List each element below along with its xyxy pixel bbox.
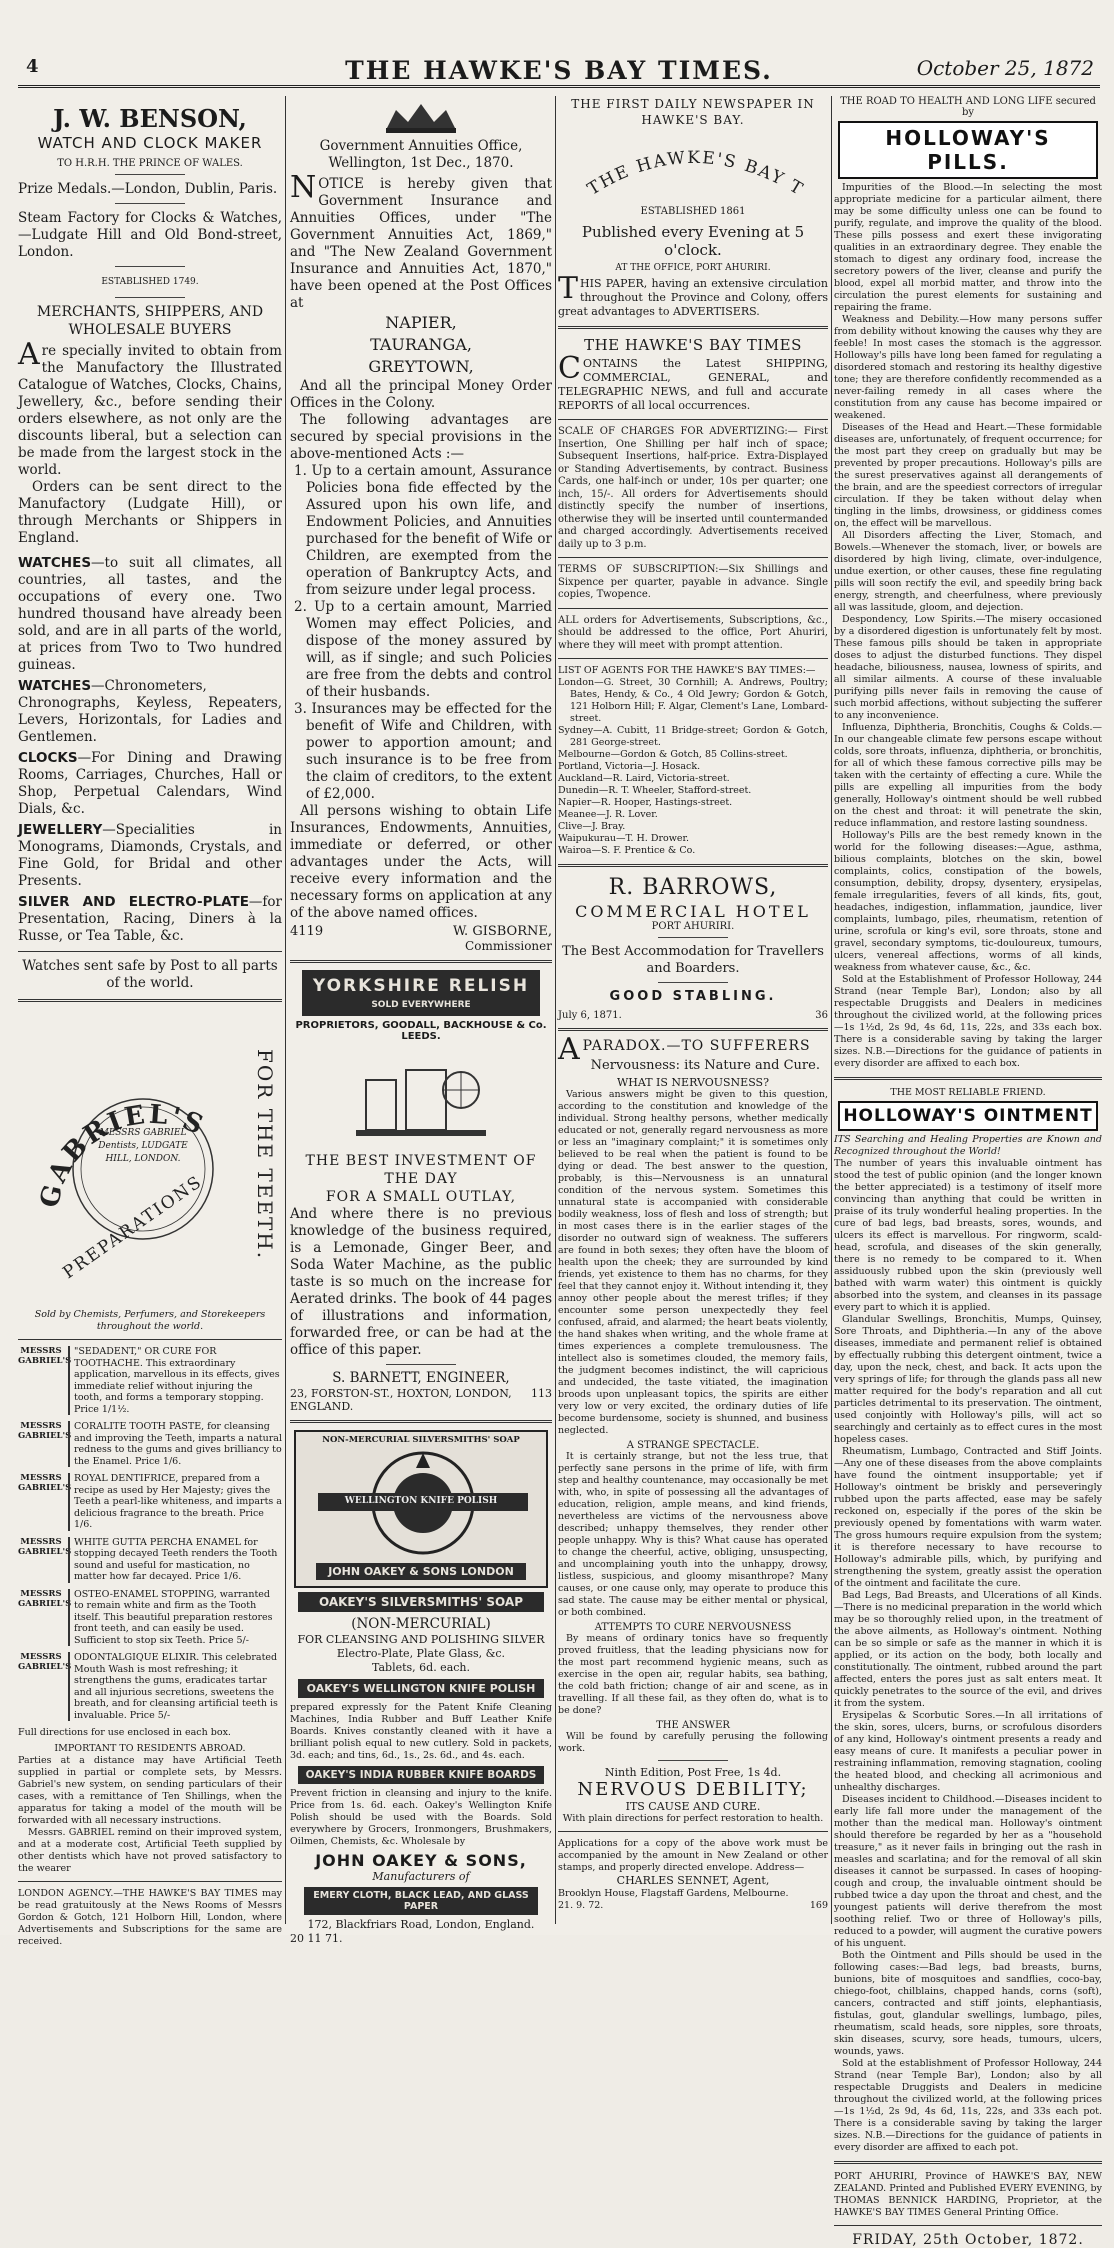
soap-wellington: WELLINGTON KNIFE POLISH [344,1496,498,1506]
watches-text: —to suit all climates, all countries, all tastes, and the occupations of every one. Two hundred thousand have already been sold, and are in all parts of the world, at prices from Two to Two hundred guineas. [18,555,282,673]
sennet-address: Brooklyn House, Flagstaff Gardens, Melbourne. [558,1888,789,1899]
july-number: 36 [815,1010,828,1021]
knife-text: prepared expressly for the Patent Knife Cleaning Machines, India Rubber and Buff Leather Knife Boards. Knives constantly cleaned with it have a brilliant polish equal to new cutlery. Sold in packets, 3d. each; and tins, 6d., 1s., 2s. 6d., and 4s. each. [290,1702,552,1761]
gab-item: "SEDADENT," OR CURE FOR TOOTHACHE. This extraordinary application, marvellous in its effects, gives immediate relief without injuring the tooth, and forms a temporary stopping. Price 1/1½. [68,1346,282,1415]
attempts: ATTEMPTS TO CURE NERVOUSNESS [594,1622,792,1633]
watches-label: WATCHES [18,555,92,571]
gab-item: WHITE GUTTA PERCHA ENAMEL for stopping decayed Teeth renders the Tooth sound and useful for mastication, no matter how far decayed. Price 1/6. [68,1537,282,1583]
nervous-sub: Nervousness: its Nature and Cure. [590,1058,820,1073]
jewellery-text: —Specialities in Monograms, Diamonds, Crystals, and Fine Gold, for Bridal and other Presents. [18,822,282,889]
good-stabling: GOOD STABLING. [609,989,777,1004]
best-head: THE BEST INVESTMENT OF THE DAY [305,1153,537,1187]
gabriel-arc-text: GABRIEL'S [34,1099,210,1211]
commercial-hotel: COMMERCIAL HOTEL [575,902,811,921]
ad-number: 4119 [290,924,324,939]
benson-trade: WATCH AND CLOCK MAKER [37,134,263,152]
oakey-ad-date: 20 11 71. [290,1932,343,1945]
crown-icon [376,100,466,134]
barnett-address: 23, FORSTON-ST., HOXTON, LONDON, ENGLAND. [290,1387,512,1413]
all-orders: ALL orders for Advertisements, Subscriptions, &c., should be addressed to the office, Port Ahuriri, where they will meet with prompt attention. [558,614,828,651]
most-reliable: THE MOST RELIABLE FRIEND. [890,1087,1046,1098]
benson-name: J. W. BENSON, [53,104,247,133]
place-greytown: GREYTOWN, [368,357,474,376]
gabriel-sold: Sold by Chemists, Perfumers, and Storekeepers throughout the world. [34,1309,266,1332]
divider [115,297,185,298]
list-item: Melbourne—Gordon & Gotch, 85 Collins-street. [558,749,788,760]
column-rule [555,96,556,1924]
important-head: IMPORTANT TO RESIDENTS ABROAD. [54,1743,246,1754]
attempts-text: By means of ordinary tonics have so frequently proved fruitless, that the leading physicians now for the most part recommend hygienic means, such as exercise in the open air, regular habits, sea bathing, the cold bath friction; change of air and scene, as in travelling. If all these fail, as they often do, what is to be done? [558,1633,828,1716]
list-item [18,1652,282,1721]
apply-text: Applications for a copy of the above work must be accompanied by the amount in New Zealand or other stamps, and properly directed envelope. Address— [558,1838,828,1873]
times-office: AT THE OFFICE, PORT AHURIRI. [615,263,771,273]
merchants-text: Are specially invited to obtain from the Manufactory the Illustrated Catalogue of Watches, Clocks, Chains, Jewellery, &c., before sending their orders elsewhere, as not only are the discounts liberal, but a selection can be made from the largest stock in the world. [18,337,282,478]
column-rule [831,96,832,1924]
york-sold: SOLD EVERYWHERE [371,1000,471,1010]
list-item: Wairoa—S. F. Prentice & Co. [558,845,696,856]
column-3 [558,96,828,1924]
terms-of-subscription: TERMS OF SUBSCRIPTION:—Six Shillings and Sixpence per quarter, payable in advance. Single copies, Twopence. [558,564,828,600]
non-mercurial: (NON-MERCURIAL) [351,1616,491,1632]
erysipelas-text: Erysipelas & Scorbutic Sores.—In all irritations of the skin, sores, ulcers, burns, or scrofulous disorders of any kind, Holloway's ointment presents a ready and easy means of cure. It manifests a peculiar power in restraining inflammation, removing stagnation, cooling the heated blood, and checking all acrimonious and unhealthy discharges. [834,1710,1102,1793]
soda-machine-illustration [290,1050,552,1144]
advantage-2: 2. Up to a certain amount, Married Women may effect Policies, and dispose of the money assured by will, as if single; and such Policies are free from the debts and control of their husbands. [294,599,552,700]
page-number: 4 [26,56,39,77]
list-item: Napier—R. Hooper, Hastings-street. [558,797,733,808]
first-daily: THE FIRST DAILY NEWSPAPER IN HAWKE'S BAY. [571,97,815,127]
gab-item: ODONTALGIQUE ELIXIR. This celebrated Mouth Wash is most refreshing; it strengthens the gums, eradicates tartar and all injurious secretions, sweetens the breath, and for cleansing artificial teeth is invaluable. Price 5/- [68,1652,282,1721]
london-agency: LONDON AGENCY.—THE HAWKE'S BAY TIMES may be read gratuitously at the News Rooms of Messrs Gordon & Gotch, 121 Holborn Hill, London, where Advertisements and Subscriptions for the same are received. [18,1888,282,1947]
barnett: S. BARNETT, ENGINEER, [332,1370,510,1386]
gabriel-center-text: MESSRS GABRIEL Dentists, LUDGATE HILL, LONDON. [98,1128,188,1164]
holloways-ointment: HOLLOWAY'S OINTMENT [838,1101,1098,1131]
silver-label: SILVER AND ELECTRO-PLATE [18,894,249,910]
gabriel-products [18,1346,282,1721]
gab-margin: MESSRS GABRIEL'S [18,1346,72,1366]
weakness-text: Weakness and Debility.—How many persons suffer from debility without knowing the causes why they are feeble! In most cases the stomach is the aggressor. Holloway's pills have long been famed for regulating a disordered stomach and restoring its healthy digestive tone; they are therefore confidently recommended as a never-failing remedy in all cases where the constitution from any cause has become impaired or weakened. [834,314,1102,421]
advantages-intro: The following advantages are secured by special provisions in the above-mentioned Acts :— [290,412,552,462]
divider [386,1364,456,1365]
signature: W. GISBORNE, [452,924,552,939]
plain-directions: With plain directions for perfect restoration to health. [562,1813,824,1824]
place-tauranga: TAURANGA, [370,335,472,354]
times-arc-text: THE HAWKE'S BAY T [584,147,808,201]
john-oakey: JOHN OAKEY & SONS, [315,1851,527,1870]
gab-margin: MESSRS GABRIEL'S [18,1473,72,1493]
cause-and-cure: ITS CAUSE AND CURE. [625,1800,761,1813]
signature-title: Commissioner [465,939,552,953]
issue-date: October 25, 1872 [916,56,1094,80]
barnett-number: 113 [531,1387,552,1400]
gab-item: OSTEO-ENAMEL STOPPING, warranted to remain white and firm as the Tooth itself. This beautiful preparation restores front teeth, and can easily be used. Sufficient to stop six Teeth. Price 5/- [68,1589,282,1647]
holloways-pills: HOLLOWAY'S PILLS. [838,121,1098,179]
list-item [18,1537,282,1583]
column-2 [290,96,552,1945]
what-is: WHAT IS NERVOUSNESS? [616,1076,769,1089]
orders-text: Orders can be sent direct to the Manufactory (Ludgate Hill), or through Merchants or Shippers in England. [18,479,282,546]
list-item: Clive—J. Bray. [558,821,626,832]
list-item: Portland, Victoria—J. Hosack. [558,761,701,772]
imprint: PORT AHURIRI, Province of HAWKE'S BAY, NEW ZEALAND. Printed and Published EVERY EVENING, by THOMAS BENNICK HARDING, Proprietor, at the HAWKE'S BAY TIMES General Printing Office. [834,2171,1102,2218]
footer-date: FRIDAY, 25th October, 1872. [852,2232,1084,2248]
bad-legs-text: Bad Legs, Bad Breasts, and Ulcerations of all Kinds. —There is no medicinal preparation in the world which may be so thoroughly relied upon, in the treatment of the above ailments, as Holloway's ointment. Nothing can be so simple or safe as the manner in which it is applied, or its action on the body, both locally and constitutionally. The ointment, rubbed around the part affected, enters the pores just as salt enters meat. It quickly penetrates to the source of the evil, and drives it from the system. [834,1590,1102,1709]
divider [658,982,728,983]
benson-established: ESTABLISHED 1749. [101,277,199,287]
notice-text: NOTICE is hereby given that Government Insurance and Annuities Offices, under "The Government Annuities Act, 1869," and "The New Zealand Government Insurance and Annuities Act, 1870," have been opened at the Post Offices at [290,170,552,311]
pills-text: Impurities of the Blood.—In selecting the most appropriate medicine for a particular ailment, there may be some difficulty unless one can be found to purify, regulate, and improve the quality of the blood. These pills possess and exert these invigorating qualities in an extraordinary degree. They enable the stomach to digest any ordinary food, increase the secretory powers of the liver, cleanse and purify the blood, expel all morbid matter, and throw into the circulation the purest elements for sustaining and repairing the frame. [834,182,1102,313]
times-arc-graphic [558,128,828,206]
influenza-text: Influenza, Diphtheria, Bronchitis, Coughs & Colds.—In our changeable climate few persons escape without colds, sore throats, influenza, diphtheria, or bronchitis, for all of which these famous corrective pills may be taken with the certainty of effecting a cure. While the pills are expelling all impurities from the body generally, Holloway's ointment should be well rubbed on the chest and throat: it will penetrate the skin, reduce inflammation, and restore lasting soundness. [834,722,1102,829]
gab-margin: MESSRS GABRIEL'S [18,1588,72,1609]
watches2-label: WATCHES [18,678,92,694]
benson-to: TO H.R.H. THE PRINCE OF WALES. [57,158,243,169]
answer-text: Will be found by carefully perusing the following work. [558,1731,828,1754]
newspaper-title: THE HAWKE'S BAY TIMES. [345,56,773,85]
rheumatism-text: Rheumatism, Lumbago, Contracted and Stiff Joints. —Any one of these diseases from the above complaints have found the ointment insupportable; yet if Holloway's ointment be briskly and perseveringly rubbed upon the parts affected, ease may be safely reckoned on, especially if the pores of the skin be previously opened by fomentations with warm water. The gross humours require expulsion from the system; it is therefore necessary to have recourse to Holloway's admirable pills, which, by purifying and strengthening the system, greatly assist the operation of the ointment and facilitate the cure. [834,1446,1102,1589]
steam-factory: Steam Factory for Clocks & Watches, —Ludgate Hill and Old Bond-street, London. [18,210,282,260]
list-item [18,1473,282,1531]
accommodation: The Best Accommodation for Travellers and Boarders. [562,944,824,976]
york-label: YORKSHIRE RELISH [312,976,530,996]
emery-cloth: EMERY CLOTH, BLACK LEAD, AND GLASS PAPER [304,1887,538,1915]
gab-margin: MESSRS GABRIEL'S [18,1652,72,1672]
watches2-text: —Chronometers, Chronographs, Keyless, Repeaters, Levers, Horizontals, for Ladies and Gentlemen. [18,678,282,745]
ointment-lead: ITS Searching and Healing Properties are Known and Recognized throughout the World! [834,1134,1102,1157]
gab-margin: MESSRS GABRIEL'S [18,1536,72,1557]
divider [115,203,185,204]
contains-text: CONTAINS the Latest SHIPPING, COMMERCIAL, GENERAL, and TELEGRAPHIC NEWS, and full and accurate REPORTS of all local occurrences. [558,351,828,412]
sold-at-text: Sold at the Establishment of Professor Holloway, 244 Strand (near Temple Bar), London; also by all respectable Druggists and Dealers in medicines throughout the civilized world, at the following prices—1s 1½d, 2s 9d, 4s 6d, 11s, 22s, and 33s each box. There is a considerable saving by taking the larger sizes. N.B.—Directions for the guidance of patients in every disorder are affixed to each box. [834,974,1102,1069]
what-text: Various answers might be given to this question, according to the constitution and knowledge of the individual. Strong healthy persons, whether medically educated or not, generally regard nervousness as more or less an "imaginary complaint;" it is sometimes only believed to be real when the patient is found to be dying or dead. The best answer to the question, probably, is this—Nervousness is an unnatural condition of the nervous system. Sometimes this unnatural state is accompanied with considerable bodily weakness, loss of flesh and loss of strength; but in most cases there is in the earlier stages of the disorder no outward sign of weakness. The sufferers are found in both sexes; they often have the bloom of health upon the cheek; they are surrounded by kind friends, yet existence to them has no charms, for they feel that they cannot enjoy it. Without intending it, they annoy other people about the merest trifles; if they encounter some person unexpectedly they feel confused, afraid, and alarmed; the heart beats violently, the hand shakes when writing, and the whole frame at times experiences a complete tremulousness. The intellect also is sometimes clouded, the memory fails, the judgment becomes indistinct, the will capricious and undecided, the taste vitiated, the imagination broods upon unpleasant topics, the spirits are either very low or very excited, the ordinary duties of life become burdensome, society is shunned, and business neglected. [558,1089,829,1436]
agents-head: LIST OF AGENTS FOR THE HAWKE'S BAY TIMES:— [558,665,816,676]
both-text: Both the Ointment and Pills should be used in the following cases:—Bad legs, bad breasts, burns, bunions, bite of mosquitoes and sandflies, coco-bay, chiego-foot, chilblains, chapped hands, corns (soft), cancers, contracted and stiff joints, elephantiasis, fistulas, gout, glandular swellings, lumbago, piles, rheumatism, scald heads, sore nipples, sore throats, skin diseases, scurvy, sore heads, tumours, ulcers, wounds, yaws. [834,1950,1102,2057]
list-item: Waipukurau—T. H. Drower. [558,833,689,844]
list-item: Sydney—A. Cubitt, 11 Bridge-street; Gordon & Gotch, 281 George-street. [558,725,828,748]
list-item: Auckland—R. Laird, Victoria-street. [558,773,730,784]
divider [115,174,185,175]
divider [115,266,185,267]
gab-item: CORALITE TOOTH PASTE, for cleansing and improving the Teeth, imparts a natural redness to the gums and gives brilliancy to the Enamel. Price 1/6. [68,1421,282,1467]
merchants-head: MERCHANTS, SHIPPERS, AND WHOLESALE BUYERS [36,304,264,338]
list-item: London—G. Street, 30 Cornhill; A. Andrews, Poultry; Bates, Hendy, & Co., 4 Old Jewry; Gordon & Gotch, 121 Holborn Hill; F. Algar, Clement's Lane, Lombard-street. [558,677,828,724]
clocks-text: —For Dining and Drawing Rooms, Carriages, Churches, Hall or Shop, Perpetual Calendars, Wind Dials, &c. [18,750,282,817]
nervous-debility: NERVOUS DEBILITY; [577,1779,809,1800]
ninth-edition: Ninth Edition, Post Free, 1s 4d. [604,1766,782,1779]
post-text: Watches sent safe by Post to all parts of the world. [22,958,278,991]
govt-place: Wellington, 1st Dec., 1870. [328,155,514,171]
childhood-text: Diseases incident to Childhood.—Diseases incident to early life fall more under the management of the mother than the medical man. Holloway's ointment should therefore be regarded by her as a "household treasure," as it never fails in bringing out the rash in measles and scarlatina; and for the removal of all skin diseases it cannot be surpassed. In cases of hooping-cough and croup, the invaluable ointment should be rubbed twice a day upon the throat and chest, and the youngest patients will derive therefrom the most soothing relief. Two or three of Holloway's pills, reduced to a powder, will augment the curative powers of his unguent. [834,1794,1102,1949]
soap-top: NON-MERCURIAL SILVERSMITHS' SOAP [322,1435,520,1445]
divider [658,937,728,938]
wellington-polish-emblem [294,1430,548,1588]
circulation-text: THIS PAPER, having an extensive circulation throughout the Province and Colony, offers great advantages to ADVERTISERS. [558,271,828,318]
sennet-number: 169 [809,1900,828,1911]
gab-margin: MESSRS GABRIEL'S [18,1421,72,1441]
list-item [18,1589,282,1647]
sold-at2-text: Sold at the establishment of Professor Holloway, 244 Strand (near Temple Bar), London; also by all respectable Druggists and Dealers in medicine throughout the civilized world, at the following prices—1s 1½d, 2s 9d, 4s 6d, 11s, 22s, and 33s each pot. There is a considerable saving by taking the larger sizes. N.B.—Directions for the guidance of patients in every disorder are affixed to each pot. [834,2058,1102,2153]
money-order: And all the principal Money Order Offices in the Colony. [290,378,552,411]
york-proprietors: PROPRIETORS, GOODALL, BACKHOUSE & Co. LEEDS. [295,1020,547,1042]
gabriel-seal [18,1009,282,1309]
persons-text: All persons wishing to obtain Life Insurances, Endowments, Annuities, immediate or deferred, or other advantages under the Acts, will receive every information and the necessary forms on application at any of the above named offices. [290,803,552,921]
advantage-3: 3. Insurances may be effected for the benefit of Wife and Children, with power to apportion amount; and such insurance is to be free from the claim of creditors, to the extent of £2,000. [294,701,552,802]
column-1 [18,96,282,1947]
india-text: Prevent friction in cleansing and injury to the knife. Price from 1s. 6d. each. Oakey's Wellington Knife Polish should be used with the Boards. Sold everywhere by Grocers, Ironmongers, Brushmakers, Oilmen, Chemists, &c. Wholesale by [290,1788,552,1847]
port-ahuriri: PORT AHURIRI. [651,921,735,932]
oakey-knife: OAKEY'S WELLINGTON KNIFE POLISH [298,1679,544,1698]
soda-machine-icon [351,1050,491,1140]
masthead [18,44,1100,88]
svg-text:THE HAWKE'S BAY TIMES [558,128,807,200]
full-directions: Full directions for use enclosed in each box. [18,1727,231,1738]
sennet-date: 21. 9. 72. [558,1900,604,1911]
column-4 [834,96,1102,2248]
place-napier: NAPIER, [385,313,457,332]
ointment-text: The number of years this invaluable ointment has stood the test of public opinion (and the longer known the better appreciated) is a testimony of itself more convincing than anything that could be written in praise of its truly wonderful healing properties. In the cure of bad legs, bad breasts, sores, wounds, and ulcers its effect is marvellous. For ringworm, scald-head, scrofula, and diseases of the skin generally, there is no remedy to be compared to it. When assiduously rubbed upon the skin (previously well bathed with warm water) this ointment is quickly absorbed into the system, and cleanses in its passage every part to which it is applied. [834,1158,1102,1313]
important-text2: Messrs. GABRIEL remind on their improved system, and at a moderate cost, Artificial Teeth supplied by other dentists which have not proved satisfactory to the wearer [18,1827,282,1874]
gab-item: ROYAL DENTIFRICE, prepared from a recipe as used by Her Majesty; gives the Teeth a pearl-like whiteness, and imparts a delicious fragrance to the breath. Price 1/6. [68,1473,282,1531]
yorkshire-relish-ad [302,970,540,1016]
best-text: And where there is no previous knowledge of the business required, is a Lemonade, Ginger Beer, and Soda Water Machine, as the public taste is so much on the increase for Aerated drinks. The book of 44 pages of illustrations and information, forwarded free, or can be had at the office of this paper. [290,1206,552,1358]
glandular-text: Glandular Swellings, Bronchitis, Mumps, Quinsey, Sore Throats, and Diphtheria.—In any of the above diseases, immediate and permanent relief is obtained by effectually rubbing this detergent ointment, twice a day, upon the neck, chest, and back. It acts upon the very springs of life; for through the glands pass all new matter required for the body's reparation and all cut particles detrimental to its preservation. The ointment, used conjointly with Holloway's pills, will act so searchingly and certainly as to effect cures in the most hopeless cases. [834,1314,1102,1445]
oakeys-soap: OAKEY'S SILVERSMITHS' SOAP [298,1592,544,1612]
agents-list [558,677,828,857]
manufacturers: Manufacturers of [372,1870,470,1883]
diseases-head-text: Diseases of the Head and Heart.—These formidable diseases are, unfortunately, of frequent occurrence; for the most part they creep on gradually but may be prevented by proper precautions. Holloway's pills are the surest preservatives against all derangements of the brain, and are the speediest correctors of irregular circulation. If they be taken without delay when tingling in the limbs, drowsiness, or giddiness comes on, the effect will be marvellous. [834,422,1102,529]
advantage-1: 1. Up to a certain amount, Assurance Policies bona fide effected by the Assured upon his own life, and Endowment Policies, and Annuities purchased for the benefit of Wife or Children, are exempted from the operation of Bankruptcy Acts, and from seizure under legal process. [294,463,552,598]
scale-of-charges: SCALE OF CHARGES FOR ADVERTIZING:— First Insertion, One Shilling per half inch of space; Subsequent Insertions, half-price. Extra-Displayed or Standing Advertisements, by contract. Business Cards, one half-inch or under, 10s per quarter; one inch, 15/-. All orders for Advertisements should distinctly specify the number of insertions, otherwise they will be inserted until countermanded and charged accordingly. Advertisements received daily up to 3 p.m. [558,426,828,550]
barrows: R. BARROWS, [608,875,778,900]
oakey-india: OAKEY'S INDIA RUBBER KNIFE BOARDS [298,1766,544,1784]
spectacle-text: It is certainly strange, but not the less true, that perfectly sane persons in the prime of life, with firm step and healthy countenance, may occasionally be met with, who, in spite of possessing all the advantages of education, religion, ample means, and kind friends, nevertheless are victims of the nervousness above described; unhappy themselves, they render other people unhappy. Why is this? What cause has operated to change the cheerful, active, obliging, unsuspecting, and uncomplaining youth into the unhappy, drowsy, listless, suspicious, and gloomy misanthrope? Many causes, or one cause only, may operate to produce this sad state. The cause may be either mental or physical, or both combined. [558,1451,828,1618]
govt-office: Government Annuities Office, [319,138,523,154]
blackfriars-address: 172, Blackfriars Road, London, England. [307,1918,535,1931]
prize-medals: Prize Medals.—London, Dublin, Paris. [18,181,278,197]
published: Published every Evening at 5 o'clock. [581,223,805,259]
list-item: Meanee—J. R. Lover. [558,809,658,820]
times-head: THE HAWKE'S BAY TIMES [584,336,802,354]
list-item: Dunedin—R. T. Wheeler, Stafford-street. [558,785,752,796]
cleansing-text: FOR CLEANSING AND POLISHING SILVER Electro-Plate, Plate Glass, &c. [297,1633,545,1660]
list-item [18,1421,282,1467]
gabriel-side-text: FOR THE TEETH. [253,1049,277,1261]
gabriel-arc2-text: PREPARATIONS [59,1171,207,1284]
sennet: CHARLES SENNET, Agent, [616,1874,770,1887]
diseases-liver-text: All Disorders affecting the Liver, Stomach, and Bowels.—Whenever the stomach, liver, or bowels are disordered by high living, climate, over-indulgence, undue exertion, or other causes, these fine regulating pills will soon rectify the evil, and speedily bring back energy, strength, and cheerfulness, where previously all was lassitude, gloom, and dejection. [834,530,1102,613]
list-item [18,1346,282,1415]
the-answer: THE ANSWER [656,1720,730,1731]
important-text: Parties at a distance may have Artificial Teeth supplied in partial or complete sets, by Messrs. Gabriel's new system, on sending particulars of their cases, with a remittance of Ten Shillings, when the apparatus for taking a model of the mouth will be forwarded with all necessary instructions. [18,1755,282,1826]
royal-arms [290,100,552,138]
road-to-health: THE ROAD TO HEALTH AND LONG LIFE secured by [840,96,1096,118]
tablets-price: Tablets, 6d. each. [371,1661,470,1674]
clocks-label: CLOCKS [18,750,78,766]
best-sub: FOR A SMALL OUTLAY, [325,1189,517,1205]
divider [658,1760,728,1761]
column-rule [285,96,286,1924]
silver-text: —for Presentation, Racing, Diners à la Russe, or Tea Table, &c. [18,894,282,944]
paradox: APARADOX.—TO SUFFERERS [558,1032,811,1067]
jewellery-label: JEWELLERY [18,822,103,838]
strange-spectacle: A STRANGE SPECTACLE. [626,1440,760,1451]
remedy-text: Holloway's Pills are the best remedy known in the world for the following diseases:—Ague, asthma, bilious complaints, blotches on the skin, bowel complaints, colics, constipation of the bowels, consumption, debility, dropsy, dysentery, erysipelas, female irregularities, fevers of all kinds, fits, gout, headaches, indigestion, inflammation, jaundice, liver complaints, lumbago, piles, rheumatism, retention of urine, scrofula or king's evil, sore throats, stone and gravel, secondary symptoms, tic-douloureux, tumours, ulcers, venereal affections, worms of all kinds, weakness from whatever cause, &c., &c. [834,830,1102,973]
july-date: July 6, 1871. [558,1010,622,1021]
despondency-text: Despondency, Low Spirits.—The misery occasioned by a disordered digestion is unfortunately felt by most. These famous pills should be taken in appropriate doses to adjust the disturbed functions. They dispel headache, biliousness, nausea, lowness of spirits, and all similar ailments. A course of these invaluable purifying pills never fails in removing the cause of such morbid affections, without subjecting the sufferer to any inconvenience. [834,614,1102,721]
soap-maker: JOHN OAKEY & SONS LONDON [316,1563,526,1580]
times-established: ESTABLISHED 1861 [640,206,746,217]
times-arc-emblem [558,128,828,206]
